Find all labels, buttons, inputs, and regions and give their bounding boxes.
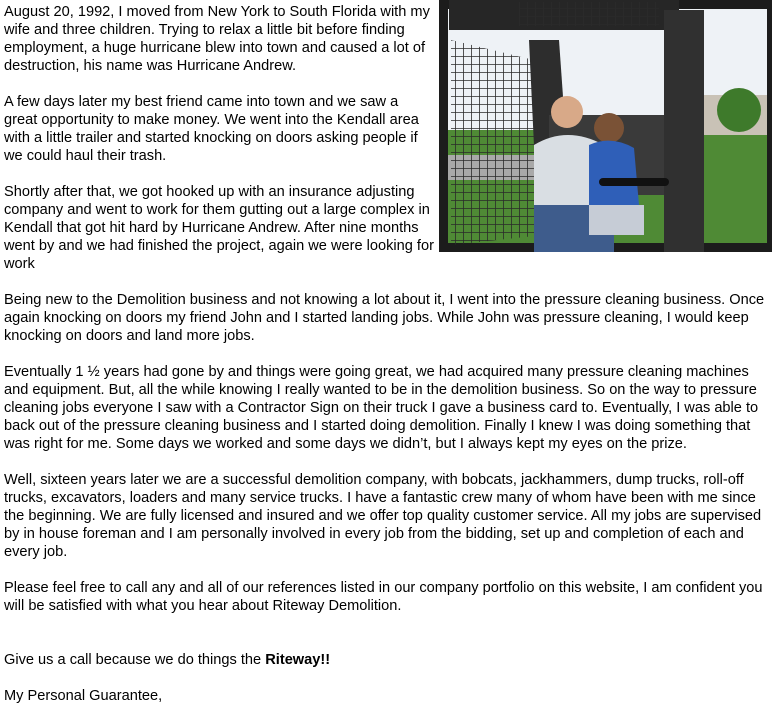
signoff: My Personal Guarantee, bbox=[4, 688, 163, 704]
child-outfit bbox=[589, 141, 639, 205]
story-paragraph-4: Being new to the Demolition business and not knowing a lot about it, I went into the pressure cleaning business. Once again knocking on doors my friend John and I started landing jobs. While John was pressure cleaning, I would keep knocking on doors and land more jobs. bbox=[4, 292, 765, 344]
story-paragraph-6: Well, sixteen years later we are a successful demolition company, with bobcats, jackhammers, dump trucks, roll-off trucks, excavators, loaders and many service trucks. I have a fantastic crew many of whom have been with me since the beginning. We are fully licensed and insured and we offer top quality customer service. All my jobs are supervised by in house foreman and I am personally involved in every job from the bidding, set up and completion of each and every job. bbox=[4, 472, 762, 560]
child-head bbox=[594, 113, 624, 143]
cta-text: Give us a call because we do things the bbox=[4, 652, 266, 668]
story-paragraph-2: A few days later my best friend came into town and we saw a great opportunity to make money. We went into the Kendall area with a little trailer and started knocking on doors asking people if we could haul their trash. bbox=[4, 94, 419, 164]
left-mesh-panel bbox=[451, 40, 544, 245]
tree bbox=[717, 88, 761, 132]
child-legs bbox=[589, 205, 644, 235]
owner-bobcat-photo bbox=[439, 0, 772, 252]
photo-illustration bbox=[439, 0, 772, 252]
roof-mesh bbox=[519, 2, 659, 26]
man-head bbox=[551, 96, 583, 128]
call-to-action bbox=[4, 651, 768, 669]
brand-name: Riteway!! bbox=[265, 652, 331, 668]
story-paragraph-5: Eventually 1 ½ years had gone by and things were going great, we had acquired many pressure cleaning machines and equipment. But, all the while knowing I really wanted to be in the demolition business. So on the way to pressure cleaning jobs everyone I saw with a Contractor Sign on their truck I gave a business card to. Eventually, I was able to back out of the pressure cleaning business and I started doing demolition. Finally I knew I was doing something that was right for me. Some days we worked and some days we didn’t, but I always kept my eyes on the prize. bbox=[4, 364, 759, 452]
about-page bbox=[4, 3, 768, 723]
control-lever bbox=[599, 178, 669, 186]
story-paragraph-3: Shortly after that, we got hooked up with an insurance adjusting company and went to work for them gutting out a large complex in Kendall that got hit hard by Hurricane Andrew. After nine months went by and we had finished the project, again we were looking for work bbox=[4, 184, 434, 272]
story-paragraph-1: August 20, 1992, I moved from New York to South Florida with my wife and three children. Trying to relax a little bit before finding employment, a huge hurricane blew into town and caused a lot of destruction, his name was Hurricane Andrew. bbox=[4, 4, 430, 74]
story-paragraph-7: Please feel free to call any and all of our references listed in our company portfolio on this website, I am confident you will be satisfied with what you hear about Riteway Demolition. bbox=[4, 580, 763, 614]
cab-right-pillar bbox=[664, 10, 704, 252]
spacer bbox=[4, 633, 768, 651]
